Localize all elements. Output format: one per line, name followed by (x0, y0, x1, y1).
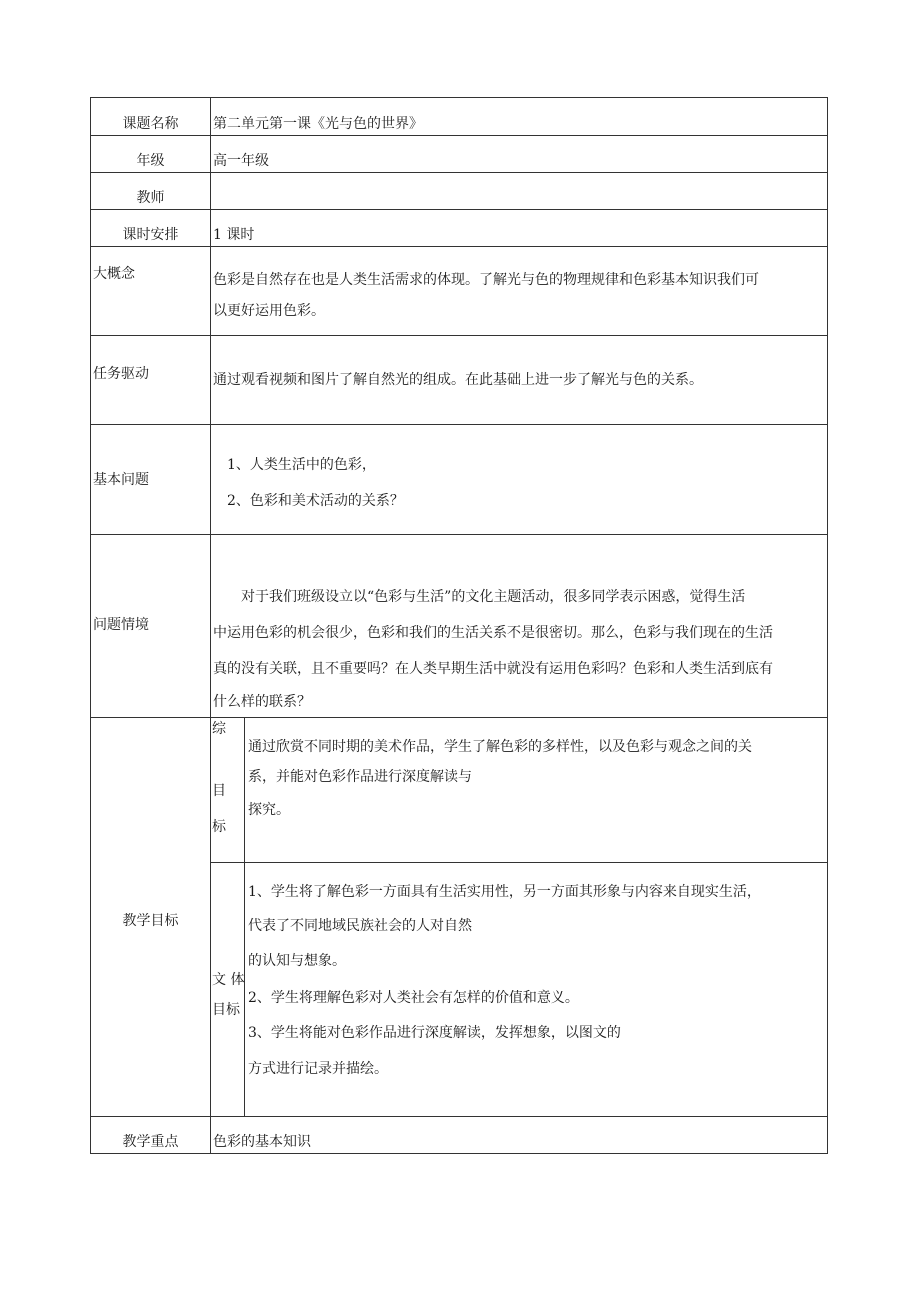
title-label: 课题名称 (91, 98, 211, 136)
row-goals-overall (91, 718, 828, 863)
overall-goal-label-char: 标 (212, 819, 226, 835)
specific-goal-label (211, 863, 245, 1117)
hours-value: 1 课时 (211, 210, 828, 247)
scenario-text (211, 535, 828, 718)
teacher-label: 教师 (91, 173, 211, 210)
row-grade (91, 136, 828, 173)
specific-goal-line: 2、学生将理解色彩对人类社会有怎样的价值和意义。 (248, 990, 579, 1006)
basic-questions-label: 基本问题 (91, 425, 211, 535)
row-scenario (91, 535, 828, 718)
scenario-line: 什么样的联系？ (213, 694, 311, 710)
overall-goal-label-char: 目 (212, 783, 226, 799)
row-key-points (91, 1117, 828, 1154)
specific-goal-line: 1、学生将了解色彩一方面具有生活实用性，另一方面其形象与内容来自现实生活， (248, 884, 761, 900)
overall-goal-line: 系，并能对色彩作品进行深度解读与 (248, 769, 472, 785)
grade-value: 高一年级 (211, 136, 828, 173)
big-concept-line: 色彩是自然存在也是人类生活需求的体现。了解光与色的物理规律和色彩基本知识我们可 (213, 272, 759, 288)
question-item: 1、人类生活中的色彩， (227, 457, 376, 473)
row-big-concept (91, 247, 828, 336)
title-value: 第二单元第一课《光与色的世界》 (211, 98, 828, 136)
grade-label: 年级 (91, 136, 211, 173)
row-hours (91, 210, 828, 247)
specific-goal-line: 代表了不同地域民族社会的人对自然 (248, 918, 472, 934)
overall-goal-text (245, 718, 828, 863)
big-concept-label: 大概念 (91, 247, 211, 336)
big-concept-text (211, 247, 828, 336)
overall-goal-label (211, 718, 245, 863)
question-item: 2、色彩和美术活动的关系？ (227, 493, 404, 509)
scenario-line: 对于我们班级设立以“色彩与生活”的文化主题活动，很多同学表示困惑，觉得生活 (241, 589, 746, 605)
big-concept-line: 以更好运用色彩。 (213, 303, 325, 319)
specific-goal-text (245, 863, 828, 1117)
row-basic-questions (91, 425, 828, 535)
task-label: 任务驱动 (91, 336, 211, 425)
scenario-line: 中运用色彩的机会很少，色彩和我们的生活关系不是很密切。那么，色彩与我们现在的生活 (213, 625, 773, 641)
overall-goal-line: 探究。 (248, 802, 290, 818)
scenario-line: 真的没有关联，且不重要吗？在人类早期生活中就没有运用色彩吗？色彩和人类生活到底有 (213, 661, 773, 677)
key-points-label: 教学重点 (91, 1117, 211, 1154)
hours-label: 课时安排 (91, 210, 211, 247)
specific-goal-line: 的认知与想象。 (248, 953, 346, 969)
row-teacher (91, 173, 828, 210)
overall-goal-line: 通过欣赏不同时期的美术作品，学生了解色彩的多样性，以及色彩与观念之间的关 (248, 739, 752, 755)
row-task (91, 336, 828, 425)
specific-goal-label-line: 目标 (212, 1002, 240, 1018)
task-value: 通过观看视频和图片了解自然光的组成。在此基础上进一步了解光与色的关系。 (211, 336, 828, 425)
row-title (91, 98, 828, 136)
specific-goal-label-line: 文 体 (212, 972, 245, 988)
teacher-value (211, 173, 828, 210)
goals-label: 教学目标 (91, 718, 211, 1117)
overall-goal-label-char: 综 (212, 721, 226, 737)
specific-goal-line: 方式进行记录并描绘。 (248, 1061, 388, 1077)
key-points-value: 色彩的基本知识 (211, 1117, 828, 1154)
basic-questions-list (211, 425, 828, 535)
specific-goal-line: 3、学生将能对色彩作品进行深度解读，发挥想象，以图文的 (248, 1025, 621, 1041)
scenario-label: 问题情境 (91, 535, 211, 718)
lesson-plan-table (90, 97, 828, 1154)
